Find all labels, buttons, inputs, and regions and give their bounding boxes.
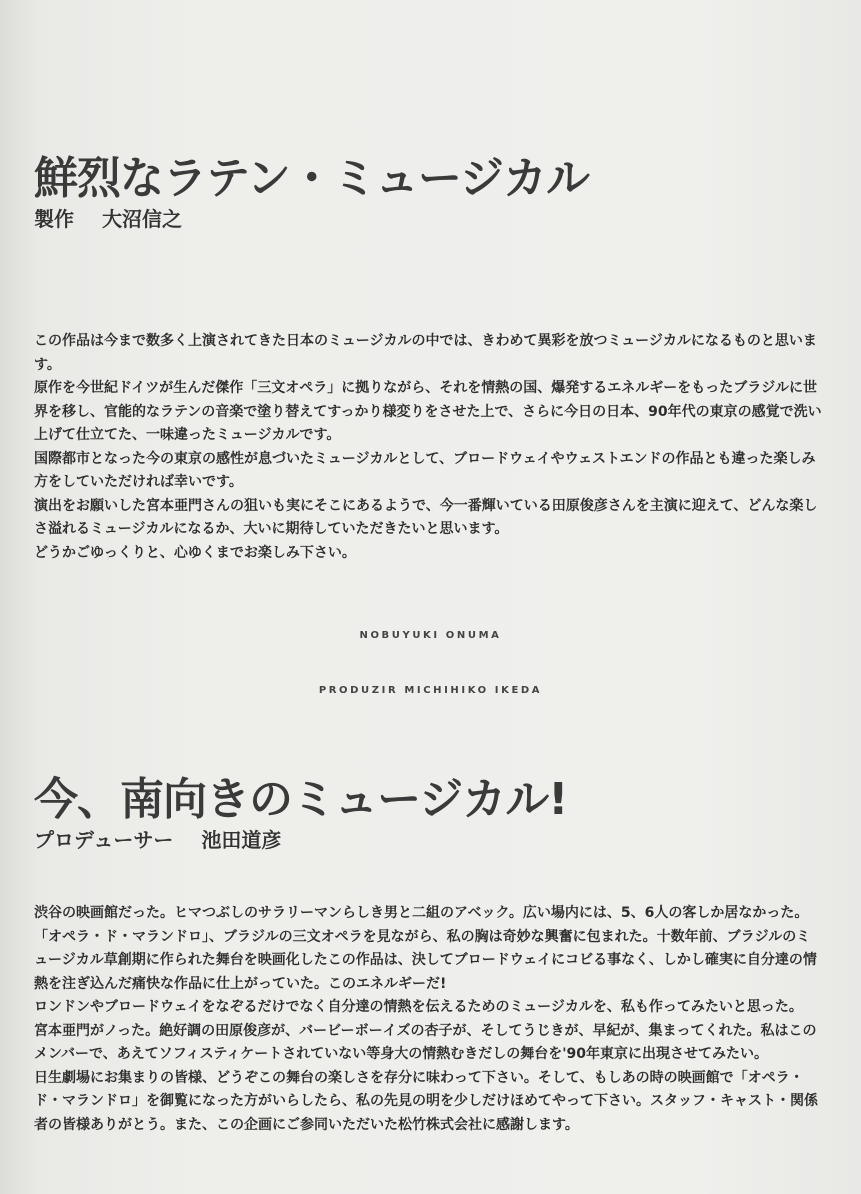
section-title: 今、南向きのミュージカル! (34, 774, 568, 825)
paragraph: 日生劇場にお集まりの皆様、どうぞこの舞台の楽しさを存分に味わって下さい。そして、もしあの時の映画館で「オペラ・ド・マランドロ」を御覧になった方がいらしたら、私の先見の明を少しだけほめてやって下さい。スタッフ・キャスト・関係者の皆様ありがとう。また、この企画にご参同いただいた松竹株式会社に感謝します。 (34, 1069, 818, 1133)
director-message-body (34, 902, 824, 1137)
producer-message-body (34, 330, 824, 565)
byline (34, 827, 834, 853)
paragraph: 国際都市となった今の東京の感性が息づいたミュージカルとして、ブロードウェイやウェストエンドの作品とも違った楽しみ方をしていただければ幸いです。 (34, 450, 816, 490)
paragraph: 原作を今世紀ドイツが生んだ傑作「三文オペラ」に拠りながら、それを情熱の国、爆発するエネルギーをもったブラジルに世界を移し、官能的なラテンの音楽で塗り替えてすっかり様変りをさせた上で、さらに今日の日本、90年代の東京の感覚で洗い上げて仕立てた、一味違ったミュージカルです。 (34, 380, 822, 443)
paragraph: 渋谷の映画館だった。ヒマつぶしのサラリーマンらしき男と二組のアベック。広い場内には、5、6人の客しか居なかった。「オペラ・ド・マランドロ」、ブラジルの三文オペラを見ながら、私の胸は奇妙な興奮に包まれた。十数年前、ブラジルのミュージカル草創期に作られた舞台を映画化したこの作品は、決してブロードウェイにコビる事なく、しかし確実に自分達の情熱を注ぎ込んだ痛快な作品に仕上がっていた。このエネルギーだ! (34, 905, 817, 992)
signature: PRODUZIR MICHIHIKO IKEDA (318, 685, 543, 696)
byline-author: 池田道彦 (201, 828, 282, 852)
paragraph: 宮本亜門がノった。絶好調の田原俊彦が、バービーボーイズの杏子が、そしてうじきが、早紀が、集まってくれた。私はこのメンバーで、あえてソフィスティケートされていない等身大の情熱むきだしの舞台を'90年東京に出現させてみたい。 (34, 1022, 817, 1062)
byline (34, 206, 834, 232)
director-message-section (34, 775, 834, 853)
section-title: 鮮烈なラテン・ミュージカル (34, 153, 590, 204)
byline-author: 大沼信之 (102, 207, 182, 231)
byline-role: 製作 (34, 207, 74, 231)
byline-role: プロデューサー (34, 828, 174, 852)
signature: NOBUYUKI ONUMA (359, 630, 502, 641)
paragraph: どうかごゆっくりと、心ゆくまでお楽しみ下さい。 (34, 544, 356, 561)
paragraph: 演出をお願いした宮本亜門さんの狙いも実にそこにあるようで、今一番輝いている田原俊彦さんを主演に迎えて、どんな楽しさ溢れるミュージカルになるか、大いに期待していただきたいと思います。 (34, 497, 818, 537)
paragraph: この作品は今まで数多く上演されてきた日本のミュージカルの中では、きわめて異彩を放つミュージカルになるものと思います。 (34, 333, 817, 373)
paragraph: ロンドンやブロードウェイをなぞるだけでなく自分達の情熱を伝えるためのミュージカルを、私も作ってみたいと思った。 (34, 999, 803, 1015)
producer-message-section (34, 154, 834, 232)
